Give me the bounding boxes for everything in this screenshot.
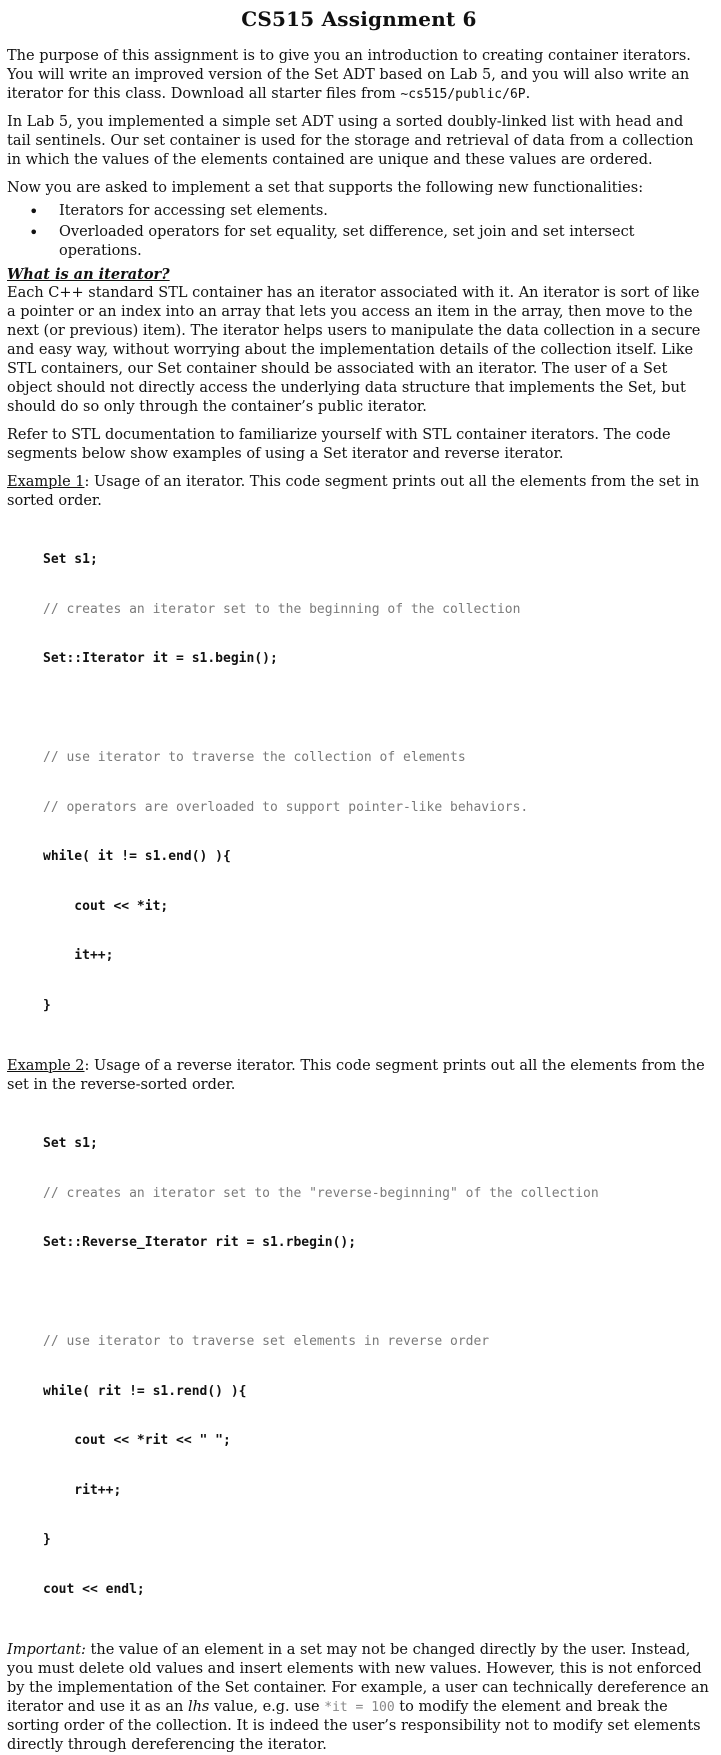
- code-line: cout << endl;: [43, 1581, 145, 1597]
- code-line: cout << *rit << " ";: [43, 1433, 231, 1448]
- example1-description: [7, 473, 711, 511]
- important-text-3: to modify the element and break the sorting order of the collection. It is indeed the user’s responsibility not to modify set elements directly through dereferencing the iterator.: [7, 1699, 701, 1753]
- example2-text: : Usage of a reverse iterator. This code segment prints out all the elements from the set in the reverse-sorted order.: [7, 1058, 705, 1093]
- functionalities-intro: Now you are asked to implement a set that supports the following new functionalities:: [7, 180, 644, 196]
- example1-label: Example 1: [7, 474, 85, 490]
- example2-description: [7, 1057, 711, 1095]
- example2-label: Example 2: [7, 1058, 85, 1074]
- code-blank-line: [43, 701, 711, 718]
- important-text-2: value, e.g. use: [209, 1699, 325, 1715]
- code-comment: // use iterator to traverse set elements in reverse order: [43, 1334, 490, 1349]
- code-blank-line: [43, 1285, 711, 1302]
- example1-text: : Usage of an iterator. This code segment prints out all the elements from the set in sorted order.: [7, 474, 700, 509]
- document-page: [7, 0, 711, 1755]
- section-heading: What is an iterator?: [7, 266, 170, 283]
- intro-text: The purpose of this assignment is to give you an introduction to creating container iterators. You will write an improved version of the Set ADT based on Lab 5, and you will also write an iterator for this class. Download all starter files from: [7, 48, 691, 102]
- lhs-term: lhs: [187, 1699, 210, 1715]
- page-title: CS515 Assignment 6: [241, 7, 477, 31]
- example1-code-block: [43, 519, 711, 1047]
- code-comment: // use iterator to traverse the collection of elements: [43, 750, 466, 765]
- code-line: Set::Reverse_Iterator rit = s1.rbegin();: [43, 1235, 357, 1250]
- code-line: Set s1;: [43, 1136, 98, 1151]
- code-line: while( rit != s1.rend() ){: [43, 1383, 247, 1399]
- important-label: Important:: [7, 1642, 86, 1658]
- refer-paragraph: Refer to STL documentation to familiarize yourself with STL container iterators. The code segments below show examples of using a Set iterator and reverse iterator.: [7, 427, 671, 462]
- code-comment: // operators are overloaded to support pointer-like behaviors.: [43, 799, 529, 815]
- code-line: Set::Iterator it = s1.begin();: [43, 651, 278, 666]
- important-paragraph: [7, 1641, 711, 1755]
- intro-paragraph: [7, 47, 711, 104]
- starter-files-path: ~cs515/public/6P: [400, 87, 526, 102]
- code-line: rit++;: [43, 1482, 122, 1498]
- code-line: it++;: [43, 948, 114, 963]
- code-comment: // creates an iterator set to the "reverse-beginning" of the collection: [43, 1185, 599, 1201]
- intro-end: .: [525, 86, 531, 102]
- lab5-paragraph: In Lab 5, you implemented a simple set ADT using a sorted doubly-linked list with head and tail sentinels. Our set container is used for the storage and retrieval of data from a collection in which the values of the elements contained are unique and these values are ordered.: [7, 114, 694, 168]
- code-comment: // creates an iterator set to the beginning of the collection: [43, 601, 521, 617]
- inline-code-example: *it = 100: [324, 1700, 395, 1715]
- list-item: • Overloaded operators for set equality, set difference, set join and set intersect operations.: [29, 223, 711, 261]
- functionalities-list: [7, 202, 711, 261]
- code-line: Set s1;: [43, 552, 98, 567]
- code-line: cout << *it;: [43, 898, 169, 914]
- code-line: while( it != s1.end() ){: [43, 849, 231, 864]
- important-text-1: the value of an element in a set may not be changed directly by the user. Instead, you must delete old values and insert elements with new values. However, this is not enforced by the implementation of the Set container. For example, a user can technically dereference an iterator and use it as an: [7, 1642, 709, 1715]
- list-item: • Iterators for accessing set elements.: [29, 202, 711, 221]
- code-line: }: [43, 997, 51, 1013]
- iterator-paragraph: Each C++ standard STL container has an iterator associated with it. An iterator is sort of like a pointer or an index into an array that lets you access an item in the array, then move to the next (or previous) item). The iterator helps users to manipulate the data collection in a secure and easy way, without worrying about the implementation details of the collection itself. Like STL containers, our Set container should be associated with an iterator. The user of a Set object should not directly access the underlying data structure that implements the Set, but should do so only through the container’s public iterator.: [7, 285, 701, 415]
- code-line: }: [43, 1532, 51, 1547]
- example2-code-block: [43, 1103, 711, 1631]
